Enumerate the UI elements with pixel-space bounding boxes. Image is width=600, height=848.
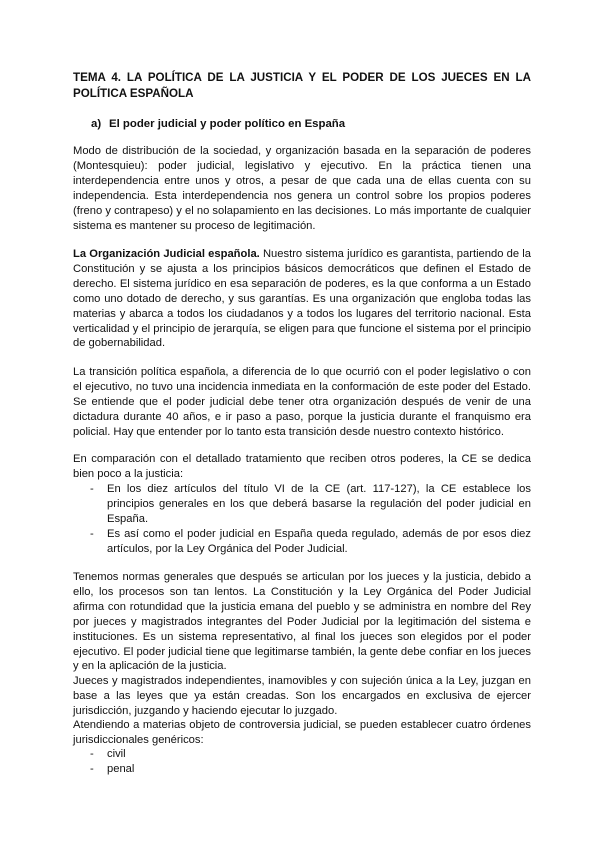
jurisdictional-orders-list [73, 747, 531, 777]
section-a-heading-text: El poder judicial y poder político en España [109, 118, 346, 130]
paragraph-transition: La transición política española, a diferencia de lo que ocurrió con el poder legislativo o con el ejecutivo, no tuvo una incidencia inmediata en la conformación de este poder del Estado. Se entiende que el poder judicial debe tener otra organización después de venir de una dictadura durante 40 años, e ir paso a paso, porque la justicia durante el franquismo era policial. Hay que entender por lo tanto esta transición desde nuestro contexto histórico. [73, 366, 531, 438]
paragraph-ce-justice: En comparación con el detallado tratamiento que reciben otros poderes, la CE se dedica bien poco a la justicia: [73, 453, 531, 480]
paragraph-judicial-organization [73, 247, 531, 351]
dash-bullet: - [90, 483, 94, 495]
list-item [73, 527, 531, 557]
section-a-heading [91, 117, 531, 132]
list-item-text: penal [107, 762, 135, 775]
dash-bullet: - [90, 527, 94, 540]
paragraph-judges-magistrates: Jueces y magistrados independientes, inamovibles y con sujeción única a la Ley, juzgan en base a las leyes que ya están creadas. Son los encargados en exclusiva de ejercer jurisdicción, juzgando y haciendo ejecutar lo juzgado. [73, 675, 531, 717]
paragraph-judicial-organization-text: Nuestro sistema jurídico es garantista, partiendo de la Constitución y se ajusta a los principios básicos democráticos que definen el Estado de derecho. El sistema jurídico en esa separación de poderes, es la que conforma a un Estado como uno dotado de derecho, y sus garantías. Es una organización que engloba todas las materias y abarca a todos los ciudadanos y a todos los lugares del territorio nacional. Esta verticalidad y el principio de jerarquía, se eligen para que funcione el sistema por el principio de gobernabilidad. [73, 248, 531, 350]
paragraph-general-norms: Tenemos normas generales que después se articulan por los jueces y la justicia, debido a ello, los procesos son tan lentos. La Constitución y la Ley Orgánica del Poder Judicial afirma con rotundidad que la justicia emana del pueblo y se administra en nombre del Rey por jueces y magistrados integrantes del Poder Judicial por la legitimación del sistema e instituciones. Es un sistema representativo, al final los jueces son elegidos por el poder ejecutivo. El poder judicial tiene que legitimarse también, la gente debe confiar en los jueces y en la aplicación de la justicia. [73, 571, 531, 673]
list-item-text: civil [107, 748, 126, 760]
list-item-text: En los diez artículos del título VI de la CE (art. 117-127), la CE establece los principios generales en los que deberá basarse la regulación del poder judicial en España. [107, 483, 531, 525]
document-title: TEMA 4. LA POLÍTICA DE LA JUSTICIA Y EL PODER DE LOS JUECES EN LA POLÍTICA ESPAÑOLA [73, 71, 531, 100]
list-item [73, 747, 531, 762]
paragraph-jurisdictional-orders: Atendiendo a materias objeto de controversia judicial, se pueden establecer cuatro órdenes jurisdiccionales genéricos: [73, 719, 531, 746]
list-item [73, 482, 531, 527]
section-a-label: a) [91, 118, 102, 130]
paragraph-separation-of-powers: Modo de distribución de la sociedad, y organización basada en la separación de poderes (Montesquieu): poder judicial, legislativo y ejecutivo. En la práctica tienen una interdependencia entre unos y otros, a pesar de que cada una de ellas cuenta con su independencia. Esta interdependencia nos genera un control sobre los propios poderes (freno y contrapeso) y el no solapamiento en las decisiones. Lo más importante de cualquier sistema es mantener su proceso de legitimación. [73, 145, 531, 232]
dash-bullet: - [90, 762, 94, 775]
dash-bullet: - [90, 748, 94, 760]
list-item-text: Es así como el poder judicial en España queda regulado, además de por esos diez artículos, por la Ley Orgánica del Poder Judicial. [107, 527, 531, 555]
list-item [73, 762, 531, 777]
ce-articles-list [73, 482, 531, 557]
paragraph-lead-bold: La Organización Judicial española. [73, 248, 260, 260]
